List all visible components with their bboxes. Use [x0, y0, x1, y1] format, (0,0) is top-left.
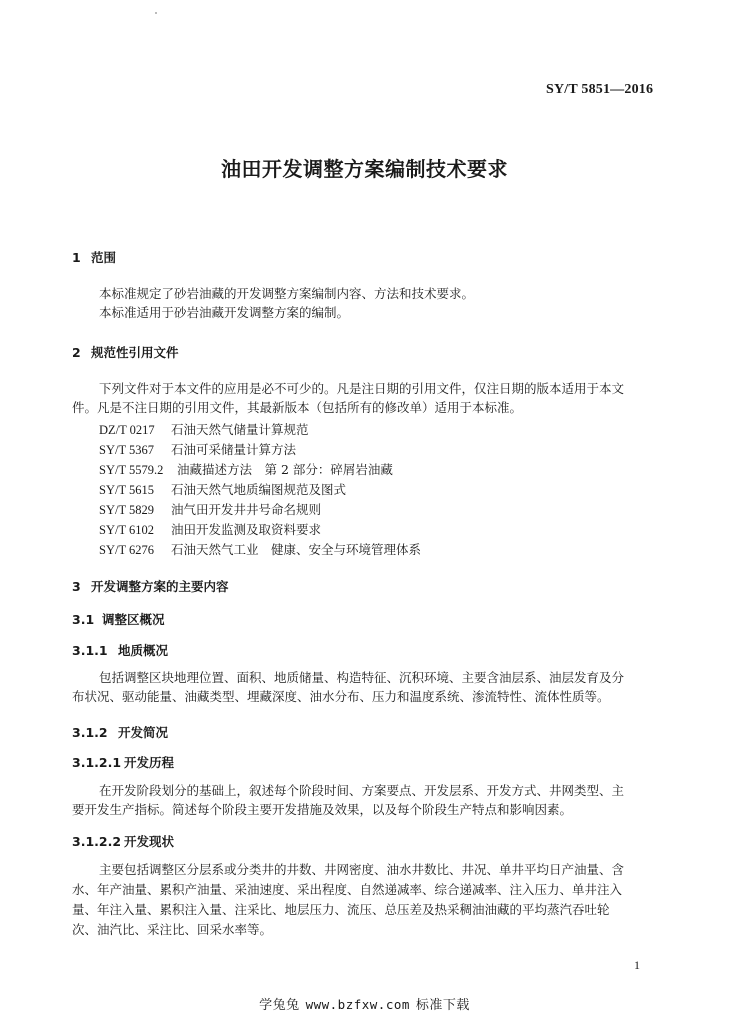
- reference-code: SY/T 5579.2: [99, 463, 164, 477]
- reference-code: DZ/T 0217: [99, 423, 155, 437]
- reference-code: SY/T 5615: [99, 483, 154, 497]
- footer-tagline: 标准下载: [415, 998, 470, 1013]
- section-number: 2: [72, 345, 81, 360]
- paragraph-line: 主要包括调整区分层系或分类井的井数、井网密度、油水井数比、井况、单井平均日产油量、含: [99, 862, 625, 877]
- section-3-1-1-heading: [72, 641, 168, 659]
- section-number: 3.1.2: [72, 725, 108, 740]
- section-title: 开发现状: [124, 834, 175, 849]
- reference-item: [99, 500, 321, 518]
- paragraph-line: 要开发生产指标。简述每个阶段主要开发措施及效果，以及每个阶段生产特点和影响因素。: [72, 802, 573, 817]
- reference-name: 油藏描述方法 第 2 部分：碎屑岩油藏: [177, 462, 393, 477]
- section-number: 3.1.2.2: [72, 834, 122, 849]
- paragraph-line: 包括调整区块地理位置、面积、地质储量、构造特征、沉积环境、主要含油层系、油层发育及分: [99, 670, 625, 685]
- reference-item: [99, 540, 421, 558]
- reference-code: SY/T 5367: [99, 443, 154, 457]
- paragraph-line: 下列文件对于本文件的应用是必不可少的。凡是注日期的引用文件，仅注日期的版本适用于本文: [99, 381, 625, 396]
- reference-name: 石油天然气工业 健康、安全与环境管理体系: [171, 542, 422, 557]
- footer-watermark: [0, 994, 729, 1013]
- paragraph-line: 布状况、驱动能量、油藏类型、埋藏深度、油水分布、压力和温度系统、渗流特性、流体性质等。: [72, 689, 610, 704]
- section-number: 3.1: [72, 612, 95, 627]
- section-title: 调整区概况: [102, 612, 165, 627]
- section-3-1-heading: [72, 610, 165, 628]
- section-number: 3.1.1: [72, 643, 108, 658]
- section-number: 3.1.2.1: [72, 755, 122, 770]
- section-2-heading: [72, 343, 179, 361]
- standard-code: SY/T 5851—2016: [546, 82, 654, 97]
- reference-item: [99, 480, 346, 498]
- section-3-1-2-2-heading: [72, 832, 174, 850]
- section-number: 1: [72, 250, 81, 265]
- section-title: 开发历程: [124, 755, 175, 770]
- paragraph-line: 件。凡是不注日期的引用文件，其最新版本（包括所有的修改单）适用于本标准。: [72, 400, 523, 415]
- section-title: 规范性引用文件: [91, 345, 179, 360]
- reference-name: 石油天然气地质编图规范及图式: [171, 482, 347, 497]
- footer-url[interactable]: www.bzfxw.com: [305, 997, 410, 1012]
- reference-name: 石油天然气储量计算规范: [171, 422, 309, 437]
- reference-item: [99, 460, 393, 478]
- reference-item: [99, 440, 296, 458]
- reference-item: [99, 520, 321, 538]
- reference-code: SY/T 6102: [99, 523, 154, 537]
- reference-name: 油气田开发井井号命名规则: [171, 502, 322, 517]
- paragraph-line: 量、年注入量、累积注入量、注采比、地层压力、流压、总压差及热采稠油油藏的平均蒸汽吞吐轮: [72, 902, 610, 917]
- paragraph-line: 水、年产油量、累积产油量、采油速度、采出程度、自然递减率、综合递减率、注入压力、单井注入: [72, 882, 623, 897]
- section-3-heading: [72, 577, 229, 595]
- section-title: 开发调整方案的主要内容: [91, 579, 229, 594]
- section-1-heading: [72, 248, 116, 266]
- section-3-1-2-heading: [72, 723, 168, 741]
- paragraph-line: 本标准适用于砂岩油藏开发调整方案的编制。: [99, 305, 350, 320]
- reference-code: SY/T 6276: [99, 543, 154, 557]
- section-title: 开发简况: [118, 725, 169, 740]
- reference-code: SY/T 5829: [99, 503, 154, 517]
- document-title: 油田开发调整方案编制技术要求: [221, 157, 508, 181]
- reference-name: 油田开发监测及取资料要求: [171, 522, 322, 537]
- scan-speck: [155, 12, 157, 14]
- reference-item: [99, 420, 309, 438]
- paragraph-line: 在开发阶段划分的基础上，叙述每个阶段时间、方案要点、开发层系、开发方式、井网类型、主: [99, 783, 625, 798]
- section-3-1-2-1-heading: [72, 753, 174, 771]
- reference-name: 石油可采储量计算方法: [171, 442, 297, 457]
- footer-site-name: 学兔兔: [259, 998, 300, 1013]
- section-title: 地质概况: [118, 643, 169, 658]
- page-number: 1: [634, 958, 640, 972]
- section-title: 范围: [91, 250, 117, 265]
- paragraph-line: 本标准规定了砂岩油藏的开发调整方案编制内容、方法和技术要求。: [99, 286, 475, 301]
- paragraph-line: 次、油汽比、采注比、回采水率等。: [72, 922, 273, 937]
- section-number: 3: [72, 579, 81, 594]
